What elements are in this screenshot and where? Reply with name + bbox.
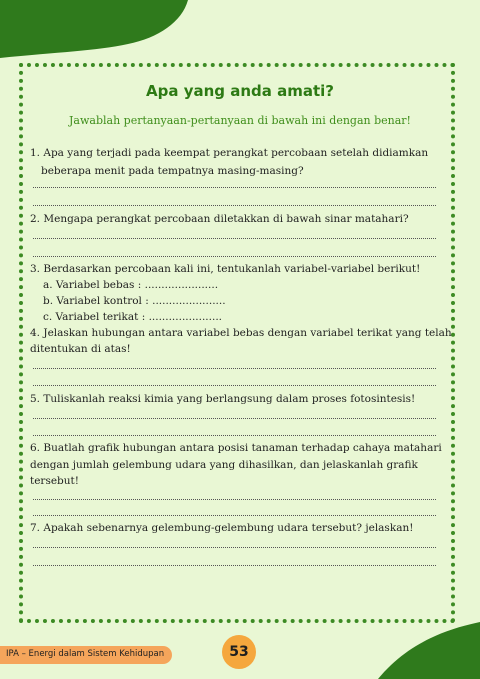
question-2-text: 2. Mengapa perangkat percobaan diletakkan di bawah sinar matahari? xyxy=(30,213,409,225)
page-title: Apa yang anda amati? xyxy=(146,82,334,100)
question-3b-text: b. Variabel kontrol : ...................... xyxy=(43,295,226,307)
answer-line[interactable] xyxy=(33,385,436,386)
question-6-text: 6. Buatlah grafik hubungan antara posisi tanaman terhadap cahaya matahari xyxy=(30,442,442,454)
question-3-text: 3. Berdasarkan percobaan kali ini, tentukanlah variabel-variabel berikut! xyxy=(30,263,421,275)
question-6-text-cont: tersebut! xyxy=(30,475,79,487)
question-3c-text: c. Variabel terikat : ...................... xyxy=(43,311,222,323)
page-number: 53 xyxy=(229,644,249,660)
answer-line[interactable] xyxy=(33,256,436,257)
question-4-text: 4. Jelaskan hubungan antara variabel bebas dengan variabel terikat yang telah xyxy=(30,327,452,339)
question-7-text: 7. Apakah sebenarnya gelembung-gelembung udara tersebut? jelaskan! xyxy=(30,522,414,534)
answer-line[interactable] xyxy=(33,238,436,239)
top-left-blob xyxy=(0,0,188,58)
answer-line[interactable] xyxy=(33,499,436,500)
question-3a-text: a. Variabel bebas : ...................... xyxy=(43,279,219,291)
answer-line[interactable] xyxy=(33,565,436,566)
footer-subject: IPA – Energi dalam Sistem Kehidupan xyxy=(6,649,165,659)
question-5-text: 5. Tuliskanlah reaksi kimia yang berlangsung dalam proses fotosintesis! xyxy=(30,393,416,405)
question-1-text-cont: beberapa menit pada tempatnya masing-masing? xyxy=(41,165,304,177)
answer-line[interactable] xyxy=(33,547,436,548)
answer-line[interactable] xyxy=(33,205,436,206)
answer-line[interactable] xyxy=(33,418,436,419)
answer-line[interactable] xyxy=(33,368,436,369)
answer-line[interactable] xyxy=(33,515,436,516)
question-1-text: 1. Apa yang terjadi pada keempat perangkat percobaan setelah didiamkan xyxy=(30,147,429,159)
bottom-right-blob xyxy=(378,622,480,679)
question-4-text-cont: ditentukan di atas! xyxy=(30,343,131,355)
answer-line[interactable] xyxy=(33,187,436,188)
question-6-text-cont: dengan jumlah gelembung udara yang dihasilkan, dan jelaskanlah grafik xyxy=(30,459,418,471)
answer-line[interactable] xyxy=(33,435,436,436)
instruction-text: Jawablah pertanyaan-pertanyaan di bawah ini dengan benar! xyxy=(69,114,411,127)
